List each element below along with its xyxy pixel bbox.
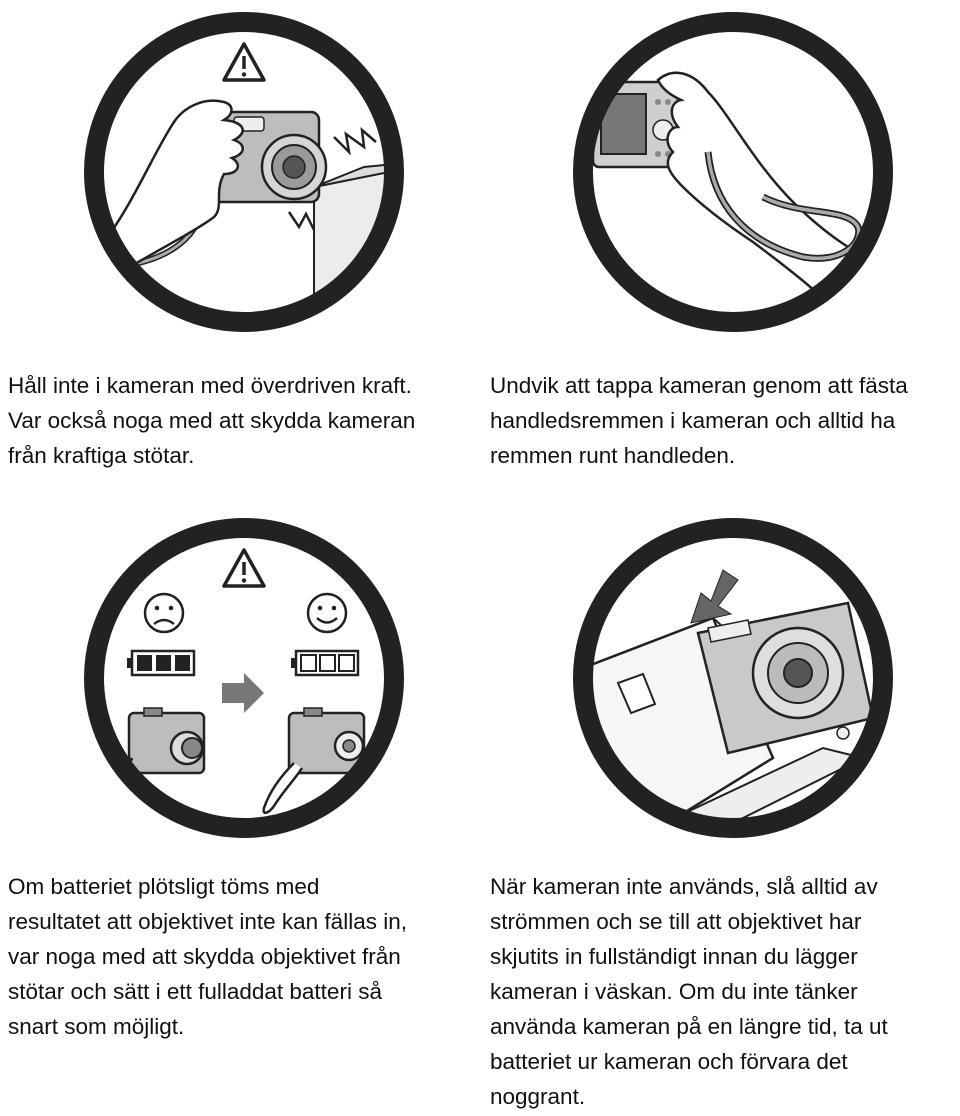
caption-line: remmen runt handleden. (490, 443, 736, 468)
battery-illustration (74, 508, 414, 848)
caption-line: stötar och sätt i ett fulladdat batteri så (8, 979, 382, 1004)
warning-icon (224, 550, 264, 586)
caption-line: noggrant. (490, 1084, 586, 1109)
caption-line: Var också noga med att skydda kameran (8, 408, 416, 433)
grip-caption (8, 368, 415, 473)
caption-line: handledsremmen i kameran och alltid ha (490, 408, 896, 433)
grip-illustration (74, 2, 414, 342)
strap-caption (490, 368, 908, 473)
arrow-right-icon (222, 673, 264, 713)
happy-face-icon (308, 594, 346, 632)
warning-icon (224, 44, 264, 80)
battery-full-icon (127, 651, 194, 675)
battery-caption (8, 869, 407, 1044)
case-caption (490, 869, 888, 1114)
sad-face-icon (145, 594, 183, 632)
camera-icon (698, 603, 873, 753)
caption-line: kameran i väskan. Om du inte tänker (490, 979, 858, 1004)
arrow-down-icon (691, 570, 738, 623)
caption-line: Om batteriet plötsligt töms med (8, 874, 320, 899)
caption-line: skjutits in fullständigt innan du lägger (490, 944, 858, 969)
caption-line: strömmen och se till att objektivet har (490, 909, 862, 934)
caption-line: var noga med att skydda objektivet från (8, 944, 401, 969)
caption-line: När kameran inte används, slå alltid av (490, 874, 878, 899)
caption-line: Håll inte i kameran med överdriven kraft. (8, 373, 412, 398)
caption-line: batteriet ur kameran och förvara det (490, 1049, 848, 1074)
caption-line: från kraftiga stötar. (8, 443, 195, 468)
caption-line: resultatet att objektivet inte kan fällas in, (8, 909, 407, 934)
battery-empty-icon (291, 651, 358, 675)
case-illustration (563, 508, 903, 848)
caption-line: Undvik att tappa kameran genom att fästa (490, 373, 908, 398)
impact-burst-icon (334, 130, 376, 152)
caption-line: snart som möjligt. (8, 1014, 185, 1039)
strap-illustration (563, 2, 903, 342)
caption-line: använda kameran på en längre tid, ta ut (490, 1014, 888, 1039)
